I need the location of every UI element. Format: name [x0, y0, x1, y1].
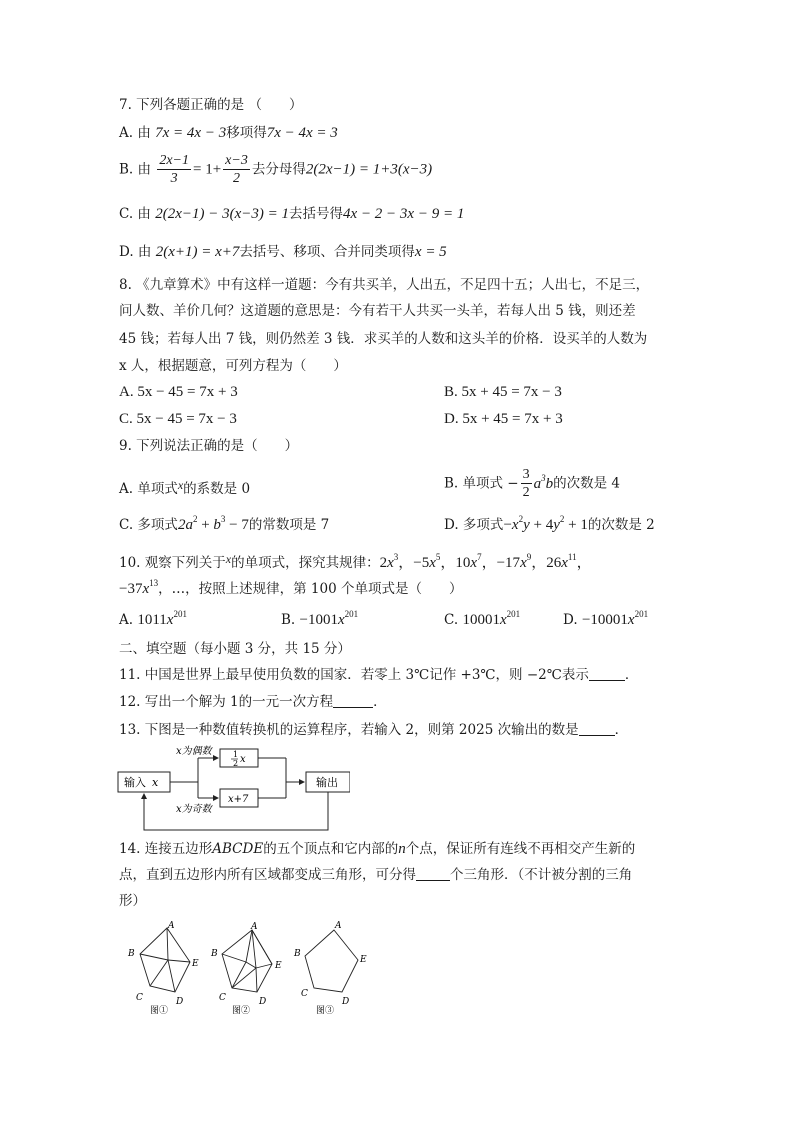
- q10-line-1: 10. 观察下列关于x的单项式，探究其规律：$2x^3$，$-5x^5$，$10x^7$，$-17x^9$，$26x^{11}$，: [119, 552, 592, 571]
- q8-line-2: 问人数、羊价几何？这道题的意思是：今有若干人共买一头羊，若每人出 5 钱，则还差: [119, 303, 636, 319]
- answer-blank[interactable]: [333, 693, 373, 708]
- q8-option-c[interactable]: C. 5x − 45 = 7x − 3: [119, 411, 237, 427]
- vertex-label: E: [192, 959, 199, 969]
- fraction: $\frac{x-3}{2}$: [225, 153, 248, 186]
- op-plus7-label: x+7: [228, 794, 249, 805]
- op-half-num: 1: [233, 750, 239, 759]
- vertex-label: D: [176, 997, 184, 1007]
- vertex-label: D: [259, 997, 267, 1007]
- answer-blank[interactable]: [589, 666, 625, 681]
- figure-2-caption: 图②: [232, 1006, 251, 1016]
- q14-line-2: 点，直到五边形内所有区域都变成三角形，可分得 个三角形．（不计被分割的三角: [119, 867, 633, 883]
- q7-option-a[interactable]: A. 由 7x = 4x − 3移项得7x − 4x = 3: [119, 125, 338, 141]
- q7-option-b[interactable]: B. 由 $\frac{2x-1}{3}$ = 1+ $\frac{x-3}{2}$ 去分母得2(2x−1) = 1+3(x−3): [119, 153, 433, 186]
- q7-stem: 7. 下列各题正确的是 （ ）: [119, 97, 303, 113]
- figure-3-caption: 图③: [316, 1006, 335, 1016]
- figure-2: [222, 930, 272, 992]
- q9-stem: 9. 下列说法正确的是（ ）: [119, 438, 299, 454]
- vertex-label: E: [360, 955, 367, 965]
- q8-option-a[interactable]: A. 5x − 45 = 7x + 3: [119, 384, 238, 400]
- q10-option-d[interactable]: D. $-10001x^{201}$: [563, 609, 649, 628]
- q14-line-1: 14. 连接五边形ABCDE的五个顶点和它内部的n个点，保证所有连线不再相交产生新的: [119, 841, 636, 857]
- vertex-label: D: [342, 997, 350, 1007]
- q10-option-a[interactable]: A. $1011x^{201}$: [119, 609, 187, 628]
- q13: 13. 下图是一种数值转换机的运算程序，若输入 2，则第 2025 次输出的数是 ．: [119, 722, 629, 738]
- vertex-label: B: [211, 949, 218, 959]
- input-label: 输入: [124, 776, 146, 789]
- q11: 11. 中国是世界上最早使用负数的国家．若零上 3℃记作 +3℃，则 −2℃表示 ．: [119, 667, 639, 683]
- q9-option-d[interactable]: D. 多项式$-x^2y + 4y^2 + 1$的次数是 2: [444, 514, 655, 533]
- q8-option-b[interactable]: B. 5x + 45 = 7x − 3: [444, 384, 562, 400]
- output-label: 输出: [316, 776, 338, 789]
- vertex-label: B: [128, 949, 135, 959]
- fraction: $\frac{3}{2}$: [522, 467, 530, 500]
- q8-line-1: 8. 《九章算术》中有这样一道题：今有共买羊，人出五，不足四十五；人出七，不足三，: [119, 277, 650, 293]
- q9-option-c[interactable]: C. 多项式$2a^2 + b^3 - 7$的常数项是 7: [119, 514, 330, 533]
- q14-line-3: 形）: [119, 893, 146, 909]
- figure-3: [305, 930, 358, 992]
- section-heading: 二、填空题（每小题 3 分，共 15 分）: [119, 641, 351, 657]
- q8-option-d[interactable]: D. 5x + 45 = 7x + 3: [444, 411, 563, 427]
- q8-line-4: x 人，根据题意，可列方程为（ ）: [119, 358, 347, 374]
- conversion-flowchart: [110, 740, 350, 836]
- vertex-label: C: [301, 989, 308, 999]
- q10-option-c[interactable]: C. $10001x^{201}$: [444, 609, 521, 628]
- figure-1-caption: 图①: [150, 1006, 169, 1016]
- input-var: x: [152, 776, 159, 789]
- even-label: x为偶数: [176, 746, 212, 757]
- vertex-label: A: [251, 922, 258, 932]
- q9-option-a[interactable]: A. 单项式x的系数是 0: [119, 478, 251, 497]
- answer-blank[interactable]: [416, 866, 450, 881]
- vertex-label: A: [168, 921, 175, 931]
- odd-label: x为奇数: [176, 804, 212, 815]
- answer-blank[interactable]: [579, 721, 615, 736]
- vertex-label: C: [219, 993, 226, 1003]
- q10-line-2: $-37x^{13}$，…，按照上述规律，第 100 个单项式是（ ）: [119, 578, 463, 597]
- q9-option-b[interactable]: B. 单项式 − $\frac{3}{2}$ $a^3b$的次数是 4: [444, 467, 620, 500]
- vertex-label: A: [335, 921, 342, 931]
- op-half-den: 2: [233, 759, 239, 768]
- fraction: $\frac{2x-1}{3}$: [159, 153, 189, 186]
- vertex-label: B: [294, 949, 301, 959]
- q10-option-b[interactable]: B. $-1001x^{201}$: [281, 609, 359, 628]
- figure-1: [140, 928, 190, 992]
- op-half-box: [220, 749, 258, 767]
- q8-line-3: 45 钱；若每人出 7 钱，则仍然差 3 钱．求买羊的人数和这头羊的价格．设买羊的人数为: [119, 331, 648, 347]
- op-half-var: x: [240, 754, 246, 765]
- q7-option-d[interactable]: D. 由 2(x+1) = x+7去括号、移项、合并同类项得x = 5: [119, 244, 447, 260]
- q12: 12. 写出一个解为 1的一元一次方程 ．: [119, 694, 387, 710]
- pentagon-figures: [120, 920, 380, 1016]
- q7-option-c[interactable]: C. 由 2(2x−1) − 3(x−3) = 1去括号得4x − 2 − 3x − 9 = 1: [119, 206, 465, 222]
- vertex-label: C: [136, 993, 143, 1003]
- vertex-label: E: [275, 961, 282, 971]
